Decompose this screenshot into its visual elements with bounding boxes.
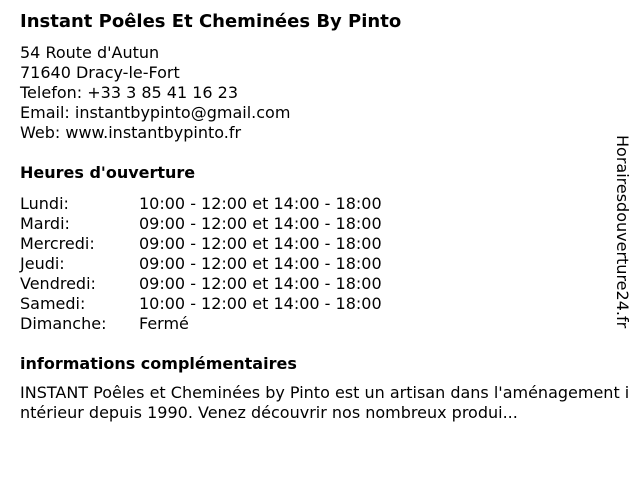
time-range: 09:00 - 12:00 et 14:00 - 18:00	[139, 254, 382, 273]
day-label: Mercredi:	[20, 234, 95, 253]
business-name: Instant Poêles Et Cheminées By Pinto	[20, 11, 402, 32]
day-label: Vendredi:	[20, 274, 96, 293]
hours-row-lundi	[20, 194, 440, 214]
info-heading: informations complémentaires	[20, 354, 297, 373]
website-address: Web: www.instantbypinto.fr	[20, 123, 242, 142]
hours-heading: Heures d'ouverture	[20, 163, 196, 182]
contact-block	[20, 43, 290, 143]
phone-number: Telefon: +33 3 85 41 16 23	[20, 83, 239, 102]
hours-row-mardi	[20, 214, 440, 234]
day-label: Mardi:	[20, 214, 70, 233]
day-label: Dimanche:	[20, 314, 107, 333]
day-label: Lundi:	[20, 194, 69, 213]
time-range: 09:00 - 12:00 et 14:00 - 18:00	[139, 274, 382, 293]
address-city: 71640 Dracy-le-Fort	[20, 63, 180, 82]
opening-hours-list	[20, 194, 440, 334]
hours-row-vendredi	[20, 274, 440, 294]
hours-row-dimanche	[20, 314, 440, 334]
email-address: Email: instantbypinto@gmail.com	[20, 103, 291, 122]
time-range: 09:00 - 12:00 et 14:00 - 18:00	[139, 214, 382, 233]
hours-row-jeudi	[20, 254, 440, 274]
time-range: 10:00 - 12:00 et 14:00 - 18:00	[139, 294, 382, 313]
time-range: 10:00 - 12:00 et 14:00 - 18:00	[139, 194, 382, 213]
site-brand-vertical: Horairesdouverture24.fr	[613, 135, 632, 329]
day-label: Jeudi:	[20, 254, 65, 273]
hours-row-mercredi	[20, 234, 440, 254]
hours-row-samedi	[20, 294, 440, 314]
time-range: 09:00 - 12:00 et 14:00 - 18:00	[139, 234, 382, 253]
address-street: 54 Route d'Autun	[20, 43, 160, 62]
business-description: INSTANT Poêles et Cheminées by Pinto est un artisan dans l'aménagement intérieur depuis 1990. Venez découvrir nos nombreux produi...	[20, 383, 630, 422]
time-range: Fermé	[139, 314, 189, 333]
day-label: Samedi:	[20, 294, 86, 313]
